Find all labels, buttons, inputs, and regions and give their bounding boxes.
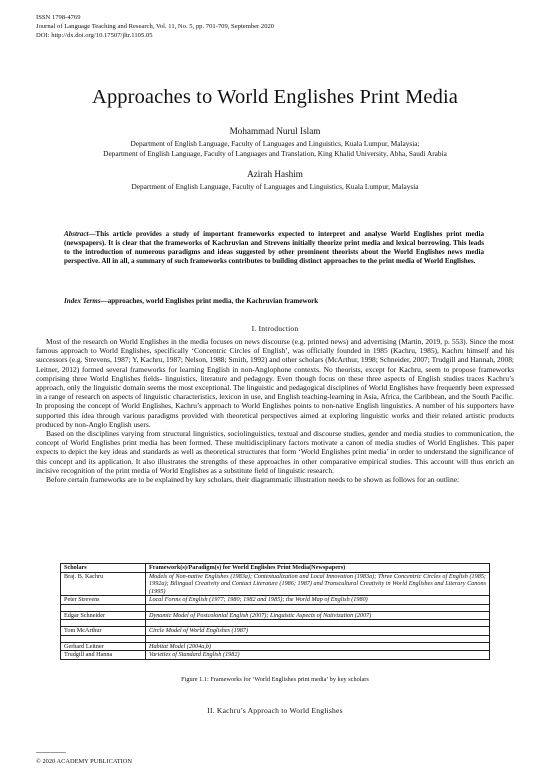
- index-terms-label: Index Terms: [64, 297, 101, 305]
- scholar-cell: Braj. B. Kachru: [61, 572, 146, 596]
- journal-header: [36, 13, 274, 40]
- column-header-frameworks: Framework(s)/Paradigm(s) for World Englishes Print Media(Newspapers): [146, 564, 490, 573]
- scholar-cell: [61, 635, 146, 642]
- abstract-label: Abstract: [64, 230, 89, 238]
- author-affiliation-1b: Department of English Language, Faculty of Languages and Translation, King Khalid University, Abha, Saudi Arabia: [103, 149, 447, 158]
- index-terms-text: —approaches, world Englishes print media, the Kachruvian framework: [100, 297, 319, 305]
- paragraph: Based on the disciplines varying from structural linguistics, sociolinguistics, textual and discourse studies, gender and media studies to communication, the concept of World Englishes print media has been formed. These multidisciplinary factors motivate a canon of media studies of World Englishes. This paper expects to depict the key ideas and standards as well as theoretical structures that form ‘World Englishes print media’ in order to understand the significance of this concept and its application. It also illustrates the strengths of these approaches in other comparative empirical studies. This account will thus enrich an incisive recognition of the print media of World Englishes as a substitute field of linguistic research.: [36, 429, 514, 475]
- frameworks-table: [60, 563, 490, 660]
- table-row: [61, 627, 490, 636]
- figure-caption: Figure 1.1: Frameworks for ‘World Englishes print media’ by key scholars: [181, 676, 369, 683]
- author-name-2: Azirah Hashim: [247, 169, 303, 179]
- table-row: [61, 611, 490, 620]
- table-row: [61, 620, 490, 627]
- table-row: [61, 635, 490, 642]
- author-affiliation-1a: Department of English Language, Faculty of Languages and Linguistics, Kuala Lumpur, Malaysia;: [130, 139, 420, 148]
- scholar-cell: Peter Strevens: [61, 596, 146, 605]
- issn-line: ISSN 1798-4769: [36, 14, 81, 21]
- framework-cell: [146, 635, 490, 642]
- index-terms: [64, 297, 484, 306]
- framework-cell: Local Forms of English (1977; 1980; 1982 and 1985); the World Map of English (1980): [146, 596, 490, 605]
- scholar-cell: Trudgill and Hanna: [61, 651, 146, 660]
- doi-link[interactable]: DOI: http://dx.doi.org/10.17507/jltr.1105.05: [36, 32, 153, 39]
- table-header-row: [61, 564, 490, 573]
- table-row: [61, 596, 490, 605]
- scholar-cell: [61, 620, 146, 627]
- scholar-cell: Tom McArthur: [61, 627, 146, 636]
- footer-copyright: © 2020 ACADEMY PUBLICATION: [36, 758, 133, 765]
- author-name-1: Mohammad Nurul Islam: [229, 126, 321, 136]
- table-row: [61, 651, 490, 660]
- framework-cell: Circle Model of World Englishes (1987): [146, 627, 490, 636]
- table-row: [61, 572, 490, 596]
- framework-cell: Varieties of Standard English (1982): [146, 651, 490, 660]
- framework-cell: Dynamic Model of Postcolonial English (2007); Linguistic Aspects of Nativization (2007): [146, 611, 490, 620]
- paper-title: Approaches to World Englishes Print Media: [92, 86, 458, 108]
- section-heading-introduction: I. Introduction: [251, 324, 299, 333]
- scholar-cell: Gerhard Leitner: [61, 642, 146, 651]
- paragraph: Most of the research on World Englishes in the media focuses on news discourse (e.g. printed news) and advertising (Martin, 2019, p. 553). Since the most famous approach to World Englishes, specifically ‘Concentric Circles of English’, was officially founded in 1985 (Kachru, 1985), Kachru himself and his successors (e.g. Strevens, 1987; Y, Kachru, 1987; Nelson, 1988; Smith, 1992) and other scholars (McArthur, 1998; Schneider, 2007; Trudgill and Hannah, 2008; Leitner, 2012) formed several frameworks for learning English in non-Anglophone contexts. No theorists, except for Kachru, seem to propose frameworks comprising three World Englishes fields- linguistics, literature and pedagogy. Even though focus on these three aspects of English studies traces Kachru’s approach, only the linguistic domain seems the most exceptional. The linguistic and pedagogical disciplines of World Englishes have frequently been expressed in a range of research on aspects of linguistic characteristics, lexicon in use, and English teaching-learning in Asia, Africa, the Caribbean, and the South Pacific. In proposing the concept of World Englishes, Kachru’s approach to World Englishes points to non-native English linguistics. A number of his supporters have supported this idea through various paradigms provided with theoretical perspectives aimed at exploring linguistic works and their related artistic products produced by non-Anglo English users.: [36, 337, 514, 429]
- table-row: [61, 642, 490, 651]
- framework-cell: Models of Non-native Englishes (1983a); Contextualization and Local Innovation (1983a); Three Concentric Circles of English (1985; 1992a); Bilingual Creativity and Contact Literature (1986; 1987) and Transcultural Creativity in World Englishes and Literary Canons (1995): [146, 572, 490, 596]
- author-affiliation-2: Department of English Language, Faculty of Languages and Linguistics, Kuala Lumpur, Malaysia: [131, 182, 419, 191]
- journal-citation: Journal of Language Teaching and Research, Vol. 11, No. 5, pp. 701-709, September 2020: [36, 23, 275, 30]
- footer-divider: [36, 752, 66, 753]
- scholar-cell: Edgar Schneider: [61, 611, 146, 620]
- section-heading-kachru: II. Kachru’s Approach to World Englishes: [207, 706, 343, 715]
- abstract-text: —This article provides a study of important frameworks expected to interpret and analyse World Englishes print media (newspapers). It is clear that the frameworks of Kachruvian and Strevens initially theorize print media and lexical borrowing. This leads to the introduction of numerous paradigms and ideas suggested by other prominent theorists about the World Englishes news media perspective. All in all, a summary of such frameworks contributes to building distinct approaches to the print media of World Englishes.: [64, 230, 484, 266]
- framework-cell: Habitat Model (2004a,b): [146, 642, 490, 651]
- framework-cell: [146, 620, 490, 627]
- body-text: [36, 337, 514, 484]
- abstract: [64, 230, 484, 266]
- table-row: [61, 604, 490, 611]
- paragraph: Before certain frameworks are to be explained by key scholars, their diagrammatic illustration needs to be shown as follows for an outline:: [46, 475, 460, 485]
- framework-cell: [146, 604, 490, 611]
- column-header-scholars: Scholars: [61, 564, 146, 573]
- scholar-cell: [61, 604, 146, 611]
